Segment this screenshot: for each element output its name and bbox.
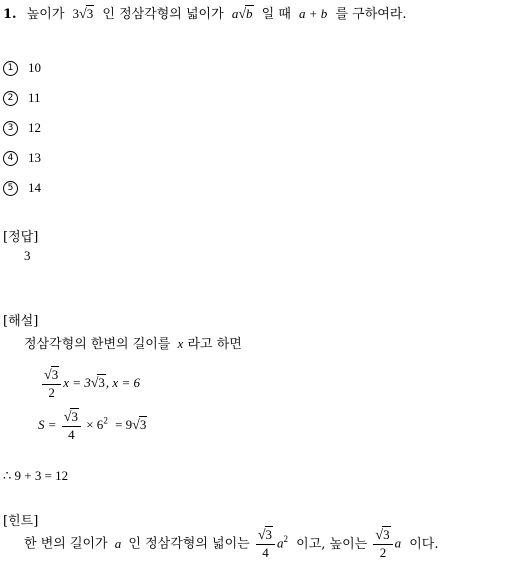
hint-var-a: a bbox=[114, 535, 122, 551]
hint-text-d: 이다. bbox=[409, 536, 439, 552]
choice-2 bbox=[3, 90, 41, 106]
question-height-radical: √3 bbox=[79, 6, 94, 22]
choice-1 bbox=[3, 60, 41, 76]
hint-fraction-1-var: a bbox=[277, 535, 284, 551]
solution-label: [해설] bbox=[3, 314, 39, 329]
choice-2-mark: 2 bbox=[3, 91, 18, 106]
hint-label: [힌트] bbox=[3, 514, 39, 529]
eq1-fraction: $\frac{√3}{2}$ bbox=[42, 368, 61, 400]
choice-3 bbox=[3, 120, 41, 136]
solution-equation-2 bbox=[38, 410, 147, 442]
question-expr: a + b bbox=[299, 6, 328, 21]
answer-label: [정답] bbox=[3, 230, 39, 245]
choice-4-mark: 4 bbox=[3, 151, 18, 166]
question-height-coef: 3 bbox=[72, 6, 80, 21]
eq2-exponent: 2 bbox=[103, 415, 108, 426]
eq2-radical: √3 bbox=[132, 416, 147, 433]
choice-4 bbox=[3, 150, 41, 166]
answer-value: 3 bbox=[24, 248, 31, 263]
choice-1-mark: 1 bbox=[3, 61, 18, 76]
eq2-rhs: = 9 bbox=[115, 416, 133, 432]
hint-fraction-2-var: a bbox=[394, 535, 402, 551]
question-text-a: 높이가 bbox=[26, 7, 65, 22]
solution-line1-var: x bbox=[177, 336, 184, 351]
solution-line1 bbox=[24, 333, 242, 352]
choice-1-value: 10 bbox=[28, 60, 41, 75]
choice-3-mark: 3 bbox=[3, 121, 18, 136]
choice-5-value: 14 bbox=[28, 180, 41, 195]
solution-line1-text-b: 라고 하면 bbox=[187, 337, 242, 352]
hint-fraction-1: $\frac{√3}{4}$ bbox=[256, 528, 275, 560]
solution-line1-text-a: 정삼각형의 한변의 길이를 bbox=[24, 337, 171, 352]
hint-fraction-2: $\frac{√3}{2}$ bbox=[373, 528, 392, 560]
hint-fraction-1-exp: 2 bbox=[283, 534, 289, 545]
question-text-d: 를 구하여라. bbox=[335, 7, 407, 22]
eq1-rest-b: , x = 6 bbox=[105, 374, 140, 390]
choice-2-value: 11 bbox=[28, 90, 41, 105]
question-text-c: 일 때 bbox=[261, 7, 291, 22]
hint-text-a: 한 변의 길이가 bbox=[24, 536, 108, 552]
question-area-radical: √b bbox=[238, 6, 253, 22]
hint-line bbox=[24, 528, 438, 560]
eq1-rest-a: x = 3 bbox=[63, 374, 91, 390]
eq2-lhs: S = bbox=[38, 416, 57, 432]
eq2-fraction: $\frac{√3}{4}$ bbox=[62, 410, 81, 442]
solution-equation-1 bbox=[40, 368, 140, 400]
solution-therefore: ∴ 9 + 3 = 12 bbox=[3, 468, 69, 483]
question-line bbox=[3, 3, 407, 23]
hint-text-b: 인 정삼각형의 넓이는 bbox=[128, 536, 250, 552]
eq2-mid: × 6 bbox=[86, 416, 104, 432]
hint-text-c: 이고, 높이는 bbox=[296, 536, 368, 552]
choice-3-value: 12 bbox=[28, 120, 41, 135]
choice-4-value: 13 bbox=[28, 150, 41, 165]
eq1-radical: √3 bbox=[90, 374, 105, 391]
question-text-b: 인 정삼각형의 넓이가 bbox=[102, 7, 224, 22]
choice-5-mark: 5 bbox=[3, 181, 18, 196]
question-area-coef: a bbox=[231, 6, 239, 21]
choice-5 bbox=[3, 180, 41, 196]
question-number: 1. bbox=[3, 7, 17, 22]
